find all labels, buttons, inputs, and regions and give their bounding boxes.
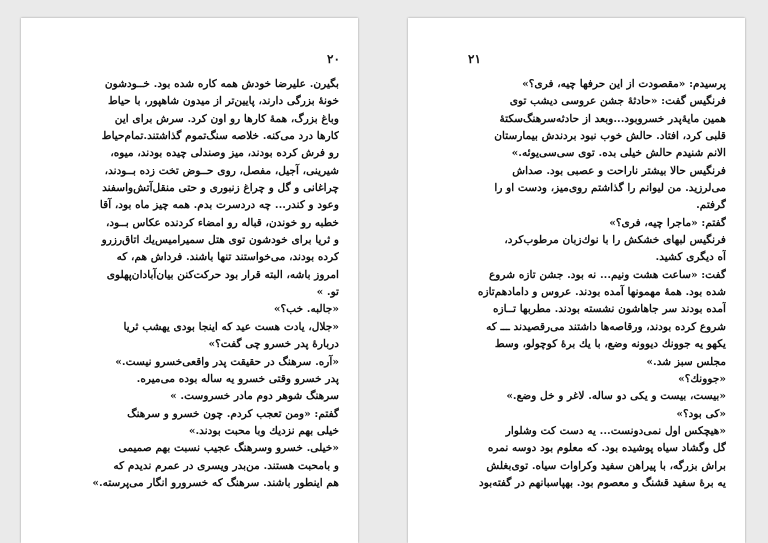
text-line: گفتم: «ماجرا چیه، فری؟» (609, 216, 726, 229)
text-line: گرفتم. (696, 199, 726, 212)
right-book-page (408, 18, 745, 543)
text-line: و بامحبت هستند. من‌بدر ویسری در عمرم ندیدم که (113, 459, 339, 472)
text-line: کرده بودند، می‌خواستند تنها باشند. فرداش هم، که (116, 251, 339, 264)
text-line: قلبی کرد، افتاد. حالش خوب نبود بردندش بیمارستان (494, 130, 726, 143)
text-line: خیلی بهم نزدیك وبا محبت بودند.» (188, 424, 339, 437)
text-line: شیرینی، آجیل، مفصل، روی حــوض تخت زده بــودند، (104, 164, 339, 177)
text-line: شده بود. همهٔ مهمونها آمده بودند. عروس و دامادهم‌تازه (477, 286, 726, 299)
left-page-text (45, 76, 339, 492)
text-line: رو فرش کرده بودند، میز وصندلی چیده بودند، میوه، (110, 147, 339, 160)
text-line: مجلس سبز شد.» (646, 355, 726, 368)
text-line: پرسیدم: «مقصودت از این حرفها چیه، فری؟» (522, 78, 726, 90)
text-line: یه برهٔ سفید قشنگ و معصوم بود. بهپاسبانهم در گفته‌بود (479, 476, 726, 489)
text-line: آمده بودند سر جاهاشون نشسته بودند. مطربها تــازه (492, 303, 726, 316)
text-line: پدر خسرو وقتی خسرو یه ساله بوده می‌میره. (136, 372, 339, 385)
text-line: گفت: «ساعت هشت ونیم... نه بود. جشن تازه شروع (488, 268, 726, 281)
text-line: همین مایهٔ‌پدر خسروبود...وبعد از حادثه‌سرهنگ‌سکتهٔ (499, 112, 726, 125)
text-line: هم اینطور باشند. سرهنگ که خسرورو انگار می‌پرسته.» (92, 476, 339, 489)
text-line: «جلال، یادت هست عید که اینجا بودی یهشب ثریا (123, 320, 339, 333)
text-line: فرنگیس لبهای خشکش را با نوك‌زبان مرطوب‌کرد، (504, 234, 726, 247)
text-line: و ثریا برای خودشون توی هتل سمیرامیس‌یك اتاق‌رزرو (101, 234, 339, 247)
text-line: فرنگیس حالا بیشتر ناراحت و عصبی بود. صداش (512, 164, 726, 177)
text-line: امروز باشه، البته قرار بود حرکت‌کنن بیان‌آبادان‌پهلوی (106, 268, 339, 281)
text-line: کارها درد می‌کنه. خلاصه سنگ‌تموم گذاشتند.تمام‌حیاط (101, 130, 339, 143)
text-line: شروع کرده بودند، ورقاصه‌ها داشتند می‌رقصیدند ـــ که (486, 320, 726, 333)
text-line: وعود و کندر... چه دردسرت بدم. همه چیز ماه بود، آقا (99, 199, 339, 212)
text-line: بگیرن. علیرضا خودش همه کاره شده بود. خــودشون (104, 78, 339, 90)
text-line: «خیلی. خسرو وسرهنگ عجیب نسبت بهم صمیمی (118, 442, 339, 455)
text-line: وباغ بزرگ، همهٔ کارها رو اون کرد. سرش برای این (114, 112, 339, 125)
text-line: چراغانی و گل و چراغ زنبوری و حتی منقل‌آتش‌واسفند (102, 182, 339, 195)
text-line: دربارهٔ پدر خسرو چی گفت؟» (208, 338, 339, 351)
page-number-right: ۲۱ (468, 52, 481, 66)
text-line: گفتم: «ومن تعجب کردم. چون خسرو و سرهنگ (127, 407, 339, 420)
right-page-text (432, 76, 726, 492)
text-line: «کی بود؟» (676, 407, 726, 420)
text-line: الانم شنیدم حالش خیلی بده. توی سی‌سی‌یوئه.» (511, 147, 726, 160)
left-book-page (21, 18, 358, 543)
text-line: «جالبه. خب؟» (273, 303, 339, 316)
text-line: خونهٔ بزرگی دارند، پایین‌تر از میدون شاهپور، با حیاط (107, 95, 339, 108)
text-line: آه دیگری کشید. (655, 251, 726, 264)
text-line: تو. » (316, 286, 339, 299)
text-line: یکهو یه جوونك دیوونه وضع، با یك برهٔ کوچولو، وسط (494, 338, 726, 351)
text-line: «جوونك؟» (678, 372, 726, 385)
text-line: خطبه رو خوندن، قباله رو امضاء کردنده عکاس بــود، (106, 216, 339, 229)
text-line: می‌لرزید. من لیوانم را گذاشتم روی‌میز، ودست او را (494, 182, 726, 195)
text-line: سرهنگ شوهر دوم مادر خسروست. » (170, 390, 339, 403)
page-number-left: ۲۰ (327, 52, 340, 66)
text-line: گل وگشاد سیاه پوشیده بود. که معلوم بود دوسه نمره (487, 442, 726, 455)
text-line: «آره. سرهنگ در حقیقت پدر واقعی‌خسرو نیست.» (115, 355, 339, 368)
text-line: براش بزرگه، با پیراهن سفید وکراوات سیاه. توی‌بغلش (486, 459, 726, 472)
text-line: فرنگیس گفت: «حادثهٔ جشن عروسی دیشب توی (509, 95, 726, 108)
text-line: «بیست، بیست و یکی دو ساله. لاغر و خل وضع.» (506, 390, 726, 403)
text-line: «هیچکس اول نمی‌دونست... یه دست کت وشلوار (505, 424, 726, 437)
